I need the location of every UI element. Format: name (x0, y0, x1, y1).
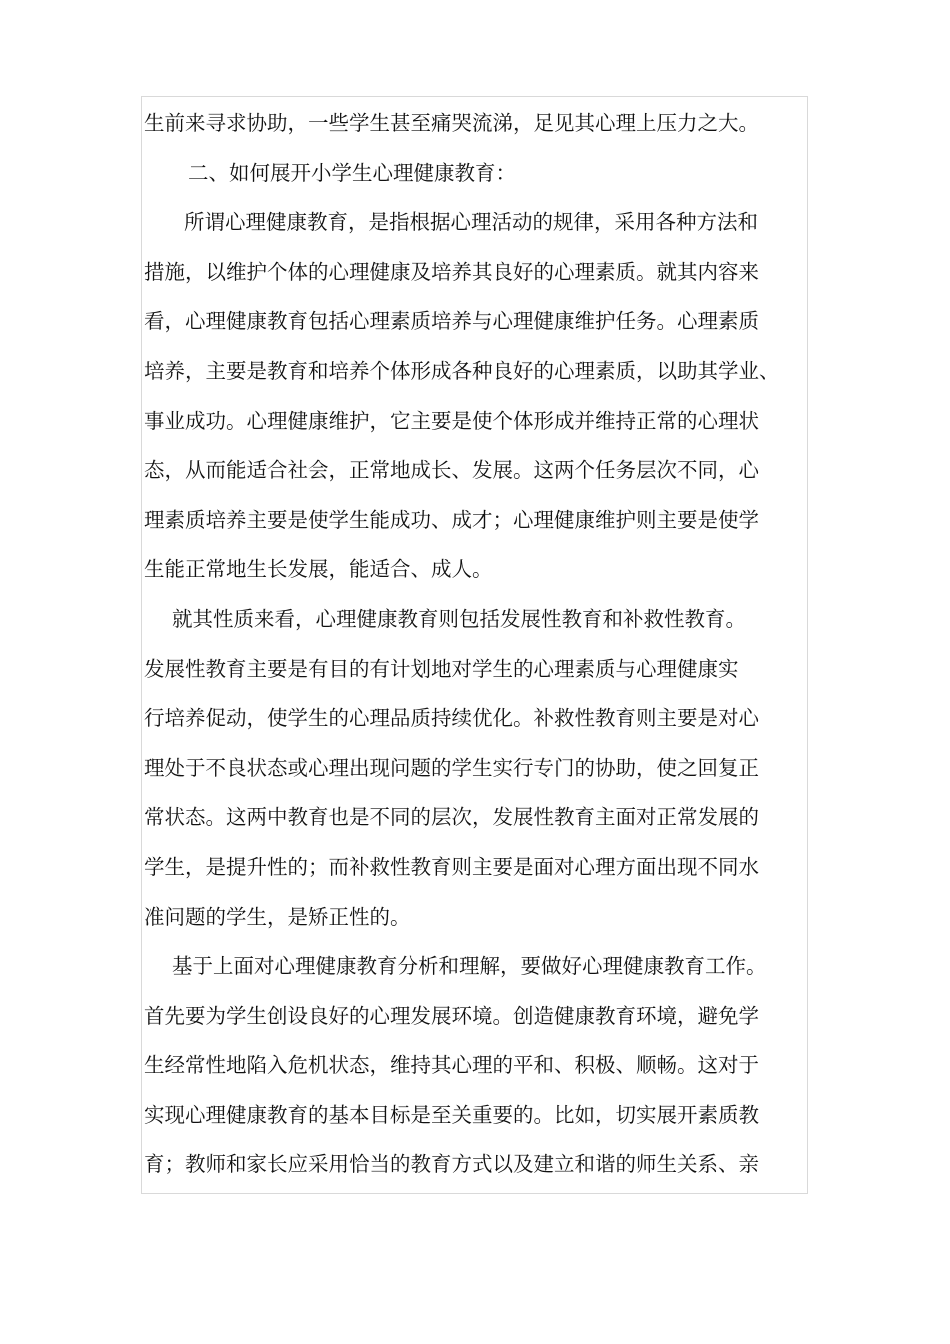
text-line: 行培养促动，使学生的心理品质持续优化。补救性教育则主要是对心 (144, 706, 759, 731)
text-line: 生能正常地生长发展，能适合、成人。 (144, 557, 493, 582)
text-line: 理处于不良状态或心理出现问题的学生实行专门的协助，使之回复正 (144, 755, 759, 780)
text-line: 事业成功。心理健康维护，它主要是使个体形成并维持正常的心理状 (144, 408, 759, 433)
text-line: 发展性教育主要是有目的有计划地对学生的心理素质与心理健康实 (144, 656, 739, 681)
text-line: 就其性质来看，心理健康教育则包括发展性教育和补救性教育。 (172, 606, 746, 631)
text-line: 看，心理健康教育包括心理素质培养与心理健康维护任务。心理素质 (144, 309, 759, 334)
text-line: 生经常性地陷入危机状态，维持其心理的平和、积极、顺畅。这对于 (144, 1053, 759, 1078)
text-line: 态，从而能适合社会，正常地成长、发展。这两个任务层次不同，心 (144, 458, 759, 483)
text-line: 常状态。这两中教育也是不同的层次，发展性教育主面对正常发展的 (144, 805, 759, 830)
document-body (144, 99, 814, 1190)
text-line: 准问题的学生，是矫正性的。 (144, 904, 411, 929)
text-line: 措施，以维护个体的心理健康及培养其良好的心理素质。就其内容来 (144, 259, 759, 284)
section-heading: 二、如何展开小学生心理健康教育： (188, 160, 516, 185)
text-line: 理素质培养主要是使学生能成功、成才；心理健康维护则主要是使学 (144, 507, 759, 532)
text-line: 首先要为学生创设良好的心理发展环境。创造健康教育环境，避免学 (144, 1003, 759, 1028)
text-line: 育；教师和家长应采用恰当的教育方式以及建立和谐的师生关系、亲 (144, 1152, 759, 1177)
text-line: 所谓心理健康教育，是指根据心理活动的规律，采用各种方法和 (184, 210, 758, 235)
text-line: 学生，是提升性的；而补救性教育则主要是面对心理方面出现不同水 (144, 854, 759, 879)
text-line: 生前来寻求协助，一些学生甚至痛哭流涕，足见其心理上压力之大。 (144, 111, 759, 135)
text-line: 基于上面对心理健康教育分析和理解，要做好心理健康教育工作。 (172, 954, 767, 979)
text-line: 培养，主要是教育和培养个体形成各种良好的心理素质，以助其学业、 (144, 358, 780, 383)
text-line: 实现心理健康教育的基本目标是至关重要的。比如，切实展开素质教 (144, 1102, 759, 1127)
